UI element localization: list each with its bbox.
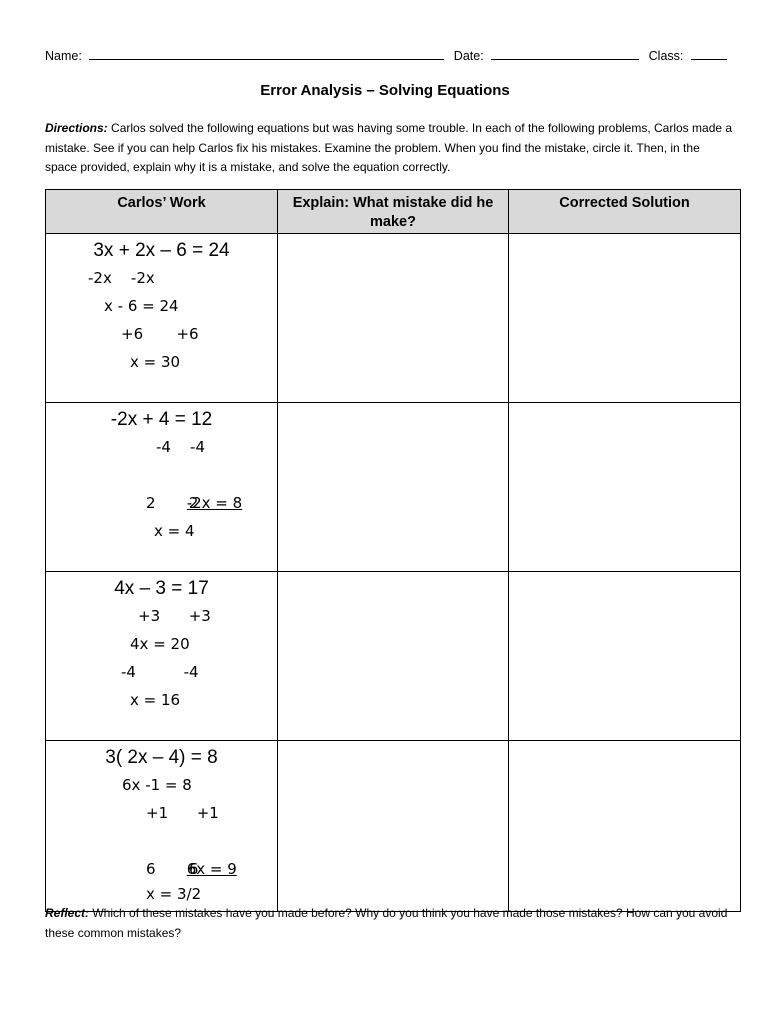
corrected-solution-cell[interactable]: [509, 572, 741, 741]
date-label: Date:: [453, 49, 484, 63]
work-step-text: -2x = 8: [186, 494, 243, 512]
work-step: 6x -1 = 8: [122, 776, 192, 794]
header-line: [45, 48, 735, 66]
problem-equation: 3x + 2x – 6 = 24: [93, 240, 230, 261]
work-step: -4 -4: [156, 438, 205, 456]
carlos-work-cell: [46, 403, 278, 572]
table-row: [46, 403, 741, 572]
directions-text: Carlos solved the following equations but was having some trouble. In each of the following problems, Carlos made a mistake. See if you can help Carlos fix his mistakes. Examine the problem. When you find the mistake, circle it. Then, in the space provided, explain why it is a mistake, and solve the equation correctly.: [45, 121, 733, 174]
work-step: +1 +1: [146, 804, 219, 822]
corrected-solution-cell[interactable]: [509, 403, 741, 572]
work-step-text: 6x = 9: [186, 860, 237, 878]
work-step: x - 6 = 24: [104, 297, 179, 315]
corrected-solution-cell[interactable]: [509, 741, 741, 912]
work-step: +3 +3: [138, 607, 211, 625]
work-step: 2 2: [146, 494, 199, 512]
table-row: [46, 234, 741, 403]
error-analysis-table: [45, 189, 741, 912]
work-step: 4x = 20: [130, 635, 190, 653]
name-field[interactable]: [89, 48, 444, 60]
corrected-solution-cell[interactable]: [509, 234, 741, 403]
directions: [45, 119, 735, 178]
class-field[interactable]: [691, 48, 727, 60]
name-label: Name:: [45, 49, 82, 63]
work-step: x = 3/2: [146, 885, 202, 903]
work-step: x = 4: [154, 522, 195, 540]
work-step: -2x -2x: [88, 269, 155, 287]
work-step: -4 -4: [121, 663, 199, 681]
carlos-work-cell: [46, 741, 278, 912]
carlos-work-cell: [46, 572, 278, 741]
page-title: Error Analysis – Solving Equations: [260, 82, 510, 99]
header-carlos-work: Carlos’ Work: [46, 190, 278, 234]
carlos-work-cell: [46, 234, 278, 403]
work-step: +6 +6: [121, 325, 199, 343]
date-field[interactable]: [491, 48, 639, 60]
reflect-text: Which of these mistakes have you made before? Why do you think you have made those mistakes? How can you avoid these common mistakes?: [45, 906, 728, 940]
work-step: 6 6: [146, 860, 199, 878]
table-row: [46, 572, 741, 741]
header-corrected-solution: Corrected Solution: [509, 190, 741, 234]
reflect-prompt: [45, 904, 740, 943]
reflect-label: Reflect:: [45, 906, 90, 920]
table-header-row: [46, 190, 741, 234]
table-row: [46, 741, 741, 912]
problem-equation: 3( 2x – 4) = 8: [105, 747, 218, 768]
class-label: Class:: [648, 49, 684, 63]
directions-label: Directions:: [45, 121, 108, 135]
problem-equation: -2x + 4 = 12: [110, 409, 213, 430]
work-step: x = 30: [130, 353, 181, 371]
header-explain: Explain: What mistake did he make?: [278, 190, 509, 234]
problem-equation: 4x – 3 = 17: [114, 578, 209, 599]
work-step: x = 16: [130, 691, 181, 709]
